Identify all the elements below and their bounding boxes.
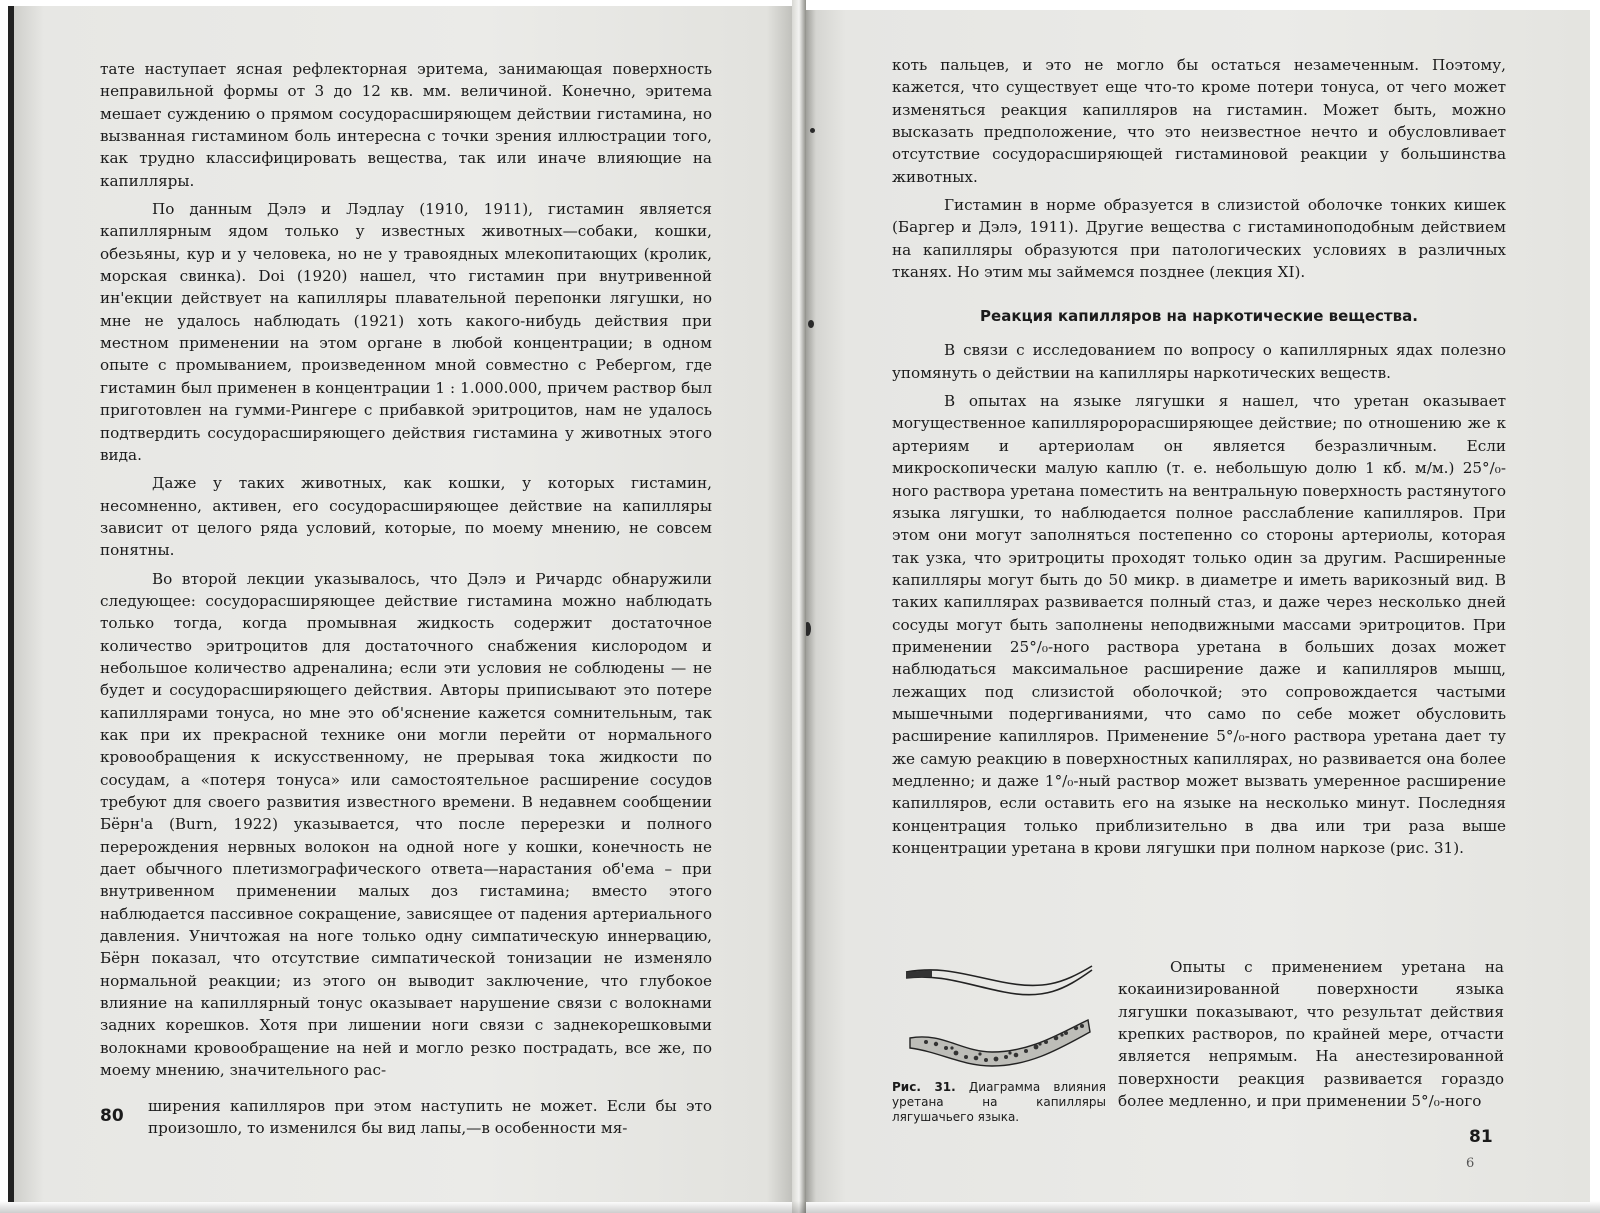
- signature-mark: 6: [1466, 1156, 1475, 1171]
- left-page-text-column: [100, 58, 712, 1087]
- figure-caption: [892, 1080, 1106, 1125]
- capillary-diagram-image: [892, 956, 1106, 1078]
- right-paragraph-5: Опыты с применением уретана на кокаинизированной поверхности языка лягушки показывают, что результат действия крепких растворов, по крайней мере, отчасти является непрямым. На анестезированной поверхности реакция развивается гораздо более медленно, и при применении 5°/₀-ного: [1118, 958, 1504, 1111]
- right-page: [806, 10, 1590, 1202]
- print-speck: [810, 128, 815, 133]
- figure-caption-text: Диаграмма влияния уретана на капилляры лягушачьего языка.: [892, 1080, 1106, 1124]
- right-wrap-text-column: [1118, 956, 1504, 1112]
- right-paragraph-2: Гистамин в норме образуется в слизистой оболочке тонких кишек (Баргер и Дэлэ, 1911). Другие вещества с гистаминоподобным действием на капилляры образуются при патологических условиях в различных тканях. Но этим мы займемся позднее (лекция XI).: [892, 196, 1506, 282]
- right-paragraph-1: коть пальцев, и это не могло бы остаться незамеченным. Поэтому, кажется, что существует еще что-то кроме потери тонуса, от чего может изменяться реакция капилляров на гистамин. Может быть, можно высказать предположение, что это неизвестное нечто и обусловливает отсутствие сосудорасширяющей гистаминовой реакции у большинства животных.: [892, 56, 1506, 186]
- page-number-left: 80: [100, 1106, 124, 1126]
- print-speck: [808, 320, 814, 328]
- left-paragraph-continuation: ширения капилляров при этом наступить не может. Если бы это произошло, то изменился бы вид лапы,—в особенности мя-: [148, 1097, 712, 1138]
- left-paragraph-4: Во второй лекции указывалось, что Дэлэ и Ричардс обнаружили следующее: сосудорасширяющее действие гистамина можно наблюдать только тогда, когда промывная жидкость содержит достаточное количество эритроцитов для достаточного снабжения кислородом и небольшое количество адреналина; если эти условия не соблюдены — не будет и сосудорасширяющего действия. Авторы приписывают это потере капиллярами тонуса, но мне это об'яснение кажется сомнительным, так как при их прекрасной технике они могли перейти от нормального кровообращения к искусственному, не прерывая тока жидкости по сосудам, а «потеря тонуса» или самостоятельное расширение сосудов требуют для своего развития известного времени. В недавнем сообщении Бёрн'а (Burn, 1922) указывается, что после перерезки и полного перерождения нервных волокон на одной ноге у кошки, конечность не дает обычного плетизмографического ответа—нарастания об'ема – при внутривенном применении малых доз гистамина; вместо этого наблюдается пассивное сокращение, зависящее от падения артериального давления. Уничтожая на ноге только одну симпатическую иннервацию, Бёрн показал, что отсутствие симпатической тонизации не изменяло нормальной реакции; из этого он выводит заключение, что глубокое влияние на капиллярный тонус оказывает нарушение связи с волокнами задних корешков. Хотя при лишении ноги связи с заднекорешковыми волокнами кровообращение на ней и могло резко пострадать, все же, по моему мнению, значительного рас-: [100, 569, 712, 1080]
- figure-31: [892, 956, 1106, 1151]
- book-spine: [792, 0, 806, 1213]
- capillary-normal: [906, 966, 1092, 995]
- left-paragraph-1: тате наступает ясная рефлекторная эритема, занимающая поверхность неправильной формы от 3 до 12 кв. мм. величиной. Конечно, эритема мешает суждению о прямом сосудорасширяющем действии гистамина, но вызванная гистамином боль интересна с точки зрения иллюстрации того, как трудно классифицировать вещества, так или иначе влияющие на капилляры.: [100, 60, 712, 190]
- left-paragraph-3: Даже у таких животных, как кошки, у которых гистамин, несомненно, активен, его сосудорасширяющее действие на капилляры зависит от целого ряда условий, которые, по моему мнению, не совсем понятны.: [100, 474, 712, 560]
- right-page-text-column: [892, 54, 1506, 865]
- bottom-edge-shadow: [0, 1201, 1600, 1213]
- right-paragraph-3: В связи с исследованием по вопросу о капиллярных ядах полезно упомянуть о действии на капилляры наркотических веществ.: [892, 341, 1506, 382]
- right-paragraph-4: В опытах на языке лягушки я нашел, что уретан оказывает могущественное капилляророрасширяющее действие; по отношению же к артериям и артериолам он является безразличным. Если микроскопически малую каплю (т. е. небольшую долю 1 кб. м/м.) 25°/₀-ного раствора уретана поместить на вентральную поверхность растянутого языка лягушки, то наблюдается полное расслабление капилляров. При этом они могут заполняться постепенно со стороны артериолы, которая так узка, что эритроциты проходят только один за другим. Расширенные капилляры могут быть до 50 микр. в диаметре и иметь варикозный вид. В таких капиллярах развивается полный стаз, и даже через несколько дней сосуды могут быть заполнены неподвижными массами эритроцитов. При применении 25°/₀-ного раствора уретана в больших дозах может наблюдаться максимальное расширение даже и капилляров мышц, лежащих под слизистой оболочкой; это сопровождается частыми мышечными подергиваниями, что само по себе может обусловить расширение капилляров. Применение 5°/₀-ного раствора уретана дает ту же самую реакцию в поверхностных капиллярах, но развивается она более медленно; и даже 1°/₀-ный раствор может вызвать умеренное расширение капилляров, если оставить его на языке на несколько минут. Последняя концентрация только приблизительно в два или три раза выше концентрации уретана в крови лягушки при полном наркозе (рис. 31).: [892, 392, 1506, 857]
- print-speck: [806, 622, 811, 636]
- page-number-right: 81: [1469, 1127, 1493, 1147]
- left-paragraph-2: По данным Дэлэ и Лэдлау (1910, 1911), гистамин является капиллярным ядом только у известных животных—собаки, кошки, обезьяны, кур и у человека, но не у травоядных млекопитающих (кролик, морская свинка). Doi (1920) нашел, что гистамин при внутривенной ин'екции действует на капилляры плавательной перепонки лягушки, но мне не удалось наблюдать (1921) хоть какого-нибудь действия при местном применении на этом органе в любой концентрации; в одном опыте с промыванием, произведенном мной совместно с Ребергом, где гистамин был применен в концентрации 1 : 1.000.000, причем раствор был приготовлен на гумми-Рингере с прибавкой эритроцитов, нам не удалось подтвердить сосудорасширяющего действия гистамина у животных этого вида.: [100, 200, 712, 464]
- left-page-last-lines: [148, 1095, 712, 1140]
- left-page: [8, 6, 798, 1202]
- section-heading: Реакция капилляров на наркотические вещества.: [980, 307, 1418, 326]
- figure-caption-label: Рис. 31.: [892, 1080, 956, 1094]
- capillary-dilated: [910, 1020, 1090, 1066]
